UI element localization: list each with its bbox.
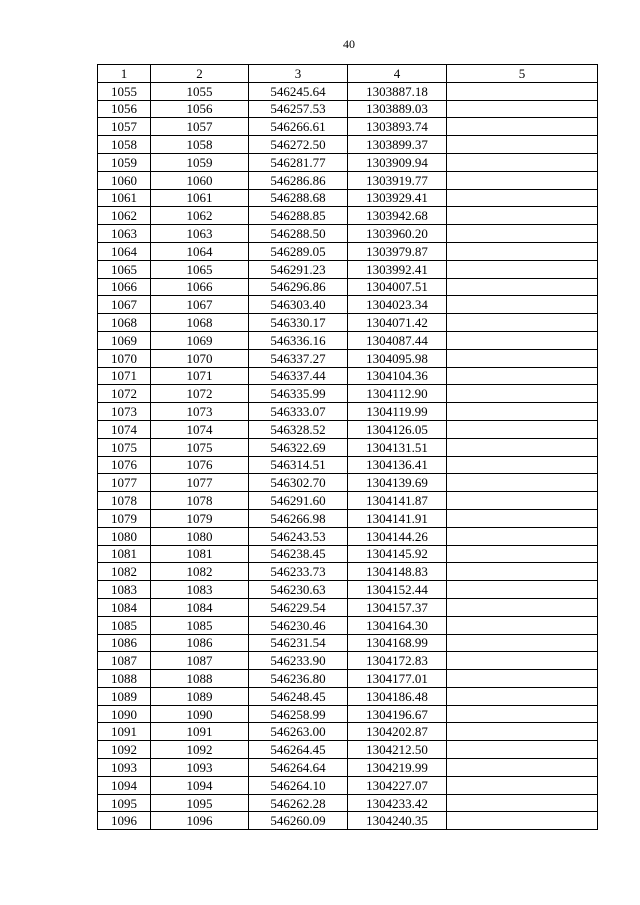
table-cell-col-2: 1068 [151,314,249,332]
table-cell-col-5 [447,278,598,296]
table-cell-col-2: 1080 [151,527,249,545]
table-cell-col-3: 546286.86 [249,171,348,189]
table-cell-col-3: 546288.50 [249,225,348,243]
table-row [98,492,598,510]
table-cell-col-4: 1303887.18 [348,82,447,100]
table-row [98,723,598,741]
table-cell-col-3: 546296.86 [249,278,348,296]
table-cell-col-5 [447,741,598,759]
table-cell-col-1: 1056 [98,100,151,118]
table-cell-col-5 [447,260,598,278]
table-row [98,509,598,527]
table-cell-col-5 [447,349,598,367]
table-cell-col-3: 546328.52 [249,420,348,438]
table-cell-col-3: 546337.27 [249,349,348,367]
table-cell-col-5 [447,207,598,225]
column-header-3: 3 [249,65,348,83]
table-row [98,278,598,296]
table-cell-col-2: 1076 [151,456,249,474]
table-cell-col-1: 1081 [98,545,151,563]
table-cell-col-2: 1060 [151,171,249,189]
table-cell-col-5 [447,723,598,741]
table-cell-col-4: 1304164.30 [348,616,447,634]
table-row [98,545,598,563]
table-cell-col-5 [447,776,598,794]
table-row [98,474,598,492]
table-cell-col-2: 1071 [151,367,249,385]
table-cell-col-2: 1081 [151,545,249,563]
table-cell-col-1: 1057 [98,118,151,136]
table-cell-col-2: 1089 [151,687,249,705]
table-cell-col-5 [447,118,598,136]
table-cell-col-5 [447,403,598,421]
table-cell-col-4: 1304141.91 [348,509,447,527]
table-cell-col-4: 1304131.51 [348,438,447,456]
table-cell-col-3: 546260.09 [249,812,348,830]
table-cell-col-2: 1072 [151,385,249,403]
table-cell-col-4: 1304240.35 [348,812,447,830]
table-cell-col-4: 1303929.41 [348,189,447,207]
table-cell-col-1: 1072 [98,385,151,403]
table-row [98,296,598,314]
table-cell-col-3: 546231.54 [249,634,348,652]
table-cell-col-1: 1084 [98,598,151,616]
table-cell-col-1: 1079 [98,509,151,527]
table-cell-col-1: 1075 [98,438,151,456]
table-row [98,82,598,100]
table-cell-col-1: 1095 [98,794,151,812]
table-cell-col-4: 1303992.41 [348,260,447,278]
column-header-5: 5 [447,65,598,83]
table-row [98,403,598,421]
table-cell-col-4: 1304168.99 [348,634,447,652]
table-cell-col-1: 1059 [98,153,151,171]
table-cell-col-2: 1083 [151,581,249,599]
table-cell-col-5 [447,581,598,599]
table-cell-col-3: 546238.45 [249,545,348,563]
table-cell-col-4: 1303979.87 [348,242,447,260]
table-row [98,741,598,759]
table-cell-col-4: 1304007.51 [348,278,447,296]
table-cell-col-2: 1057 [151,118,249,136]
table-cell-col-4: 1304148.83 [348,563,447,581]
table-cell-col-4: 1304145.92 [348,545,447,563]
table-cell-col-5 [447,759,598,777]
table-row [98,438,598,456]
table-cell-col-4: 1303919.77 [348,171,447,189]
table-row [98,349,598,367]
table-cell-col-4: 1304087.44 [348,331,447,349]
table-cell-col-4: 1304172.83 [348,652,447,670]
table-cell-col-1: 1091 [98,723,151,741]
table-row [98,581,598,599]
table-row [98,225,598,243]
table-cell-col-2: 1062 [151,207,249,225]
table-cell-col-3: 546314.51 [249,456,348,474]
table-cell-col-2: 1055 [151,82,249,100]
table-cell-col-3: 546281.77 [249,153,348,171]
table-cell-col-1: 1062 [98,207,151,225]
table-cell-col-3: 546262.28 [249,794,348,812]
table-cell-col-1: 1089 [98,687,151,705]
table-cell-col-1: 1096 [98,812,151,830]
table-cell-col-4: 1304112.90 [348,385,447,403]
table-cell-col-5 [447,367,598,385]
table-row [98,563,598,581]
table-cell-col-1: 1077 [98,474,151,492]
table-cell-col-4: 1304104.36 [348,367,447,385]
table-cell-col-5 [447,492,598,510]
table-cell-col-4: 1304144.26 [348,527,447,545]
column-header-1: 1 [98,65,151,83]
table-cell-col-1: 1074 [98,420,151,438]
table-cell-col-2: 1073 [151,403,249,421]
table-cell-col-3: 546302.70 [249,474,348,492]
table-cell-col-4: 1304126.05 [348,420,447,438]
table-row [98,527,598,545]
table-cell-col-5 [447,82,598,100]
table-cell-col-3: 546303.40 [249,296,348,314]
table-cell-col-5 [447,794,598,812]
table-cell-col-1: 1065 [98,260,151,278]
table-cell-col-4: 1304141.87 [348,492,447,510]
table-row [98,207,598,225]
table-cell-col-1: 1060 [98,171,151,189]
table-cell-col-2: 1093 [151,759,249,777]
table-row [98,794,598,812]
table-cell-col-5 [447,812,598,830]
table-cell-col-2: 1069 [151,331,249,349]
table-cell-col-3: 546336.16 [249,331,348,349]
table-cell-col-4: 1304202.87 [348,723,447,741]
table-cell-col-1: 1083 [98,581,151,599]
table-cell-col-1: 1094 [98,776,151,794]
table-cell-col-5 [447,420,598,438]
table-cell-col-2: 1087 [151,652,249,670]
table-cell-col-2: 1074 [151,420,249,438]
table-cell-col-1: 1071 [98,367,151,385]
table-cell-col-2: 1065 [151,260,249,278]
column-header-4: 4 [348,65,447,83]
table-cell-col-3: 546264.64 [249,759,348,777]
table-cell-col-3: 546266.98 [249,509,348,527]
table-cell-col-5 [447,100,598,118]
table-cell-col-3: 546266.61 [249,118,348,136]
table-cell-col-5 [447,474,598,492]
table-cell-col-2: 1077 [151,474,249,492]
table-cell-col-4: 1304023.34 [348,296,447,314]
table-row [98,314,598,332]
table-cell-col-3: 546257.53 [249,100,348,118]
table-cell-col-4: 1303942.68 [348,207,447,225]
table-cell-col-2: 1064 [151,242,249,260]
table-cell-col-1: 1073 [98,403,151,421]
table-cell-col-1: 1070 [98,349,151,367]
table-cell-col-5 [447,563,598,581]
table-cell-col-5 [447,438,598,456]
table-cell-col-3: 546230.63 [249,581,348,599]
table-row [98,634,598,652]
table-cell-col-5 [447,527,598,545]
table-cell-col-1: 1087 [98,652,151,670]
table-cell-col-3: 546264.45 [249,741,348,759]
table-row [98,652,598,670]
table-cell-col-5 [447,670,598,688]
table-cell-col-3: 546229.54 [249,598,348,616]
table-row [98,456,598,474]
table-cell-col-5 [447,171,598,189]
table-cell-col-4: 1303889.03 [348,100,447,118]
table-cell-col-2: 1067 [151,296,249,314]
table-cell-col-1: 1082 [98,563,151,581]
table-cell-col-2: 1058 [151,136,249,154]
table-header-row [98,65,598,83]
table-row [98,420,598,438]
table-cell-col-1: 1058 [98,136,151,154]
table-cell-col-3: 546243.53 [249,527,348,545]
table-cell-col-2: 1070 [151,349,249,367]
table-cell-col-1: 1061 [98,189,151,207]
table-cell-col-1: 1078 [98,492,151,510]
table-cell-col-3: 546258.99 [249,705,348,723]
table-body [98,65,598,830]
column-header-2: 2 [151,65,249,83]
table-cell-col-5 [447,545,598,563]
table-cell-col-3: 546264.10 [249,776,348,794]
table-cell-col-2: 1088 [151,670,249,688]
table-cell-col-5 [447,616,598,634]
table-cell-col-5 [447,153,598,171]
table-cell-col-3: 546236.80 [249,670,348,688]
table-cell-col-5 [447,509,598,527]
table-cell-col-2: 1075 [151,438,249,456]
table-cell-col-3: 546289.05 [249,242,348,260]
table-cell-col-4: 1304119.99 [348,403,447,421]
table-cell-col-5 [447,634,598,652]
table-row [98,598,598,616]
table-row [98,367,598,385]
table-row [98,687,598,705]
table-cell-col-2: 1084 [151,598,249,616]
coordinates-table [97,64,598,830]
table-cell-col-1: 1088 [98,670,151,688]
table-cell-col-5 [447,456,598,474]
table-cell-col-1: 1063 [98,225,151,243]
table-cell-col-3: 546337.44 [249,367,348,385]
table-row [98,171,598,189]
table-cell-col-3: 546322.69 [249,438,348,456]
table-row [98,670,598,688]
table-cell-col-4: 1304227.07 [348,776,447,794]
table-cell-col-4: 1304196.67 [348,705,447,723]
table-cell-col-4: 1304212.50 [348,741,447,759]
table-row [98,331,598,349]
table-cell-col-2: 1096 [151,812,249,830]
table-cell-col-3: 546288.68 [249,189,348,207]
table-cell-col-4: 1304233.42 [348,794,447,812]
table-cell-col-2: 1095 [151,794,249,812]
table-cell-col-3: 546233.73 [249,563,348,581]
table-cell-col-1: 1055 [98,82,151,100]
table-cell-col-5 [447,687,598,705]
table-cell-col-2: 1082 [151,563,249,581]
table-cell-col-2: 1086 [151,634,249,652]
table-row [98,616,598,634]
table-cell-col-1: 1092 [98,741,151,759]
table-cell-col-3: 546330.17 [249,314,348,332]
table-row [98,385,598,403]
table-row [98,136,598,154]
table-cell-col-4: 1304186.48 [348,687,447,705]
table-cell-col-5 [447,652,598,670]
table-cell-col-2: 1079 [151,509,249,527]
table-cell-col-2: 1061 [151,189,249,207]
table-cell-col-5 [447,705,598,723]
table-cell-col-4: 1304219.99 [348,759,447,777]
table-cell-col-4: 1304177.01 [348,670,447,688]
table-cell-col-3: 546291.60 [249,492,348,510]
table-cell-col-1: 1066 [98,278,151,296]
table-row [98,242,598,260]
table-cell-col-4: 1303909.94 [348,153,447,171]
table-cell-col-3: 546263.00 [249,723,348,741]
table-cell-col-1: 1080 [98,527,151,545]
table-cell-col-1: 1067 [98,296,151,314]
table-cell-col-1: 1085 [98,616,151,634]
table-cell-col-5 [447,225,598,243]
table-cell-col-1: 1076 [98,456,151,474]
table-cell-col-1: 1068 [98,314,151,332]
table-cell-col-5 [447,331,598,349]
table-cell-col-5 [447,136,598,154]
table-cell-col-2: 1091 [151,723,249,741]
table-row [98,100,598,118]
table-cell-col-2: 1059 [151,153,249,171]
table-cell-col-2: 1090 [151,705,249,723]
table-cell-col-4: 1304095.98 [348,349,447,367]
table-cell-col-5 [447,314,598,332]
table-cell-col-2: 1092 [151,741,249,759]
table-cell-col-3: 546272.50 [249,136,348,154]
table-cell-col-4: 1304136.41 [348,456,447,474]
table-row [98,705,598,723]
table-cell-col-2: 1078 [151,492,249,510]
table-cell-col-2: 1085 [151,616,249,634]
table-cell-col-5 [447,385,598,403]
table-row [98,812,598,830]
table-cell-col-1: 1086 [98,634,151,652]
table-cell-col-3: 546291.23 [249,260,348,278]
table-cell-col-4: 1303893.74 [348,118,447,136]
table-cell-col-3: 546233.90 [249,652,348,670]
table-cell-col-3: 546248.45 [249,687,348,705]
table-cell-col-1: 1064 [98,242,151,260]
table-cell-col-2: 1063 [151,225,249,243]
table-cell-col-2: 1066 [151,278,249,296]
table-cell-col-3: 546230.46 [249,616,348,634]
table-cell-col-4: 1304157.37 [348,598,447,616]
table-cell-col-3: 546335.99 [249,385,348,403]
table-cell-col-3: 546245.64 [249,82,348,100]
table-cell-col-5 [447,296,598,314]
table-row [98,260,598,278]
table-row [98,759,598,777]
table-cell-col-4: 1304152.44 [348,581,447,599]
table-cell-col-1: 1069 [98,331,151,349]
table-cell-col-5 [447,189,598,207]
table-cell-col-5 [447,242,598,260]
table-cell-col-4: 1303960.20 [348,225,447,243]
table-cell-col-5 [447,598,598,616]
table-row [98,189,598,207]
table-row [98,776,598,794]
table-cell-col-4: 1304139.69 [348,474,447,492]
table-row [98,118,598,136]
table-cell-col-4: 1304071.42 [348,314,447,332]
table-cell-col-3: 546333.07 [249,403,348,421]
table-cell-col-2: 1056 [151,100,249,118]
page-number: 40 [343,37,355,51]
table-cell-col-4: 1303899.37 [348,136,447,154]
table-cell-col-1: 1093 [98,759,151,777]
table-cell-col-1: 1090 [98,705,151,723]
table-cell-col-3: 546288.85 [249,207,348,225]
table-cell-col-2: 1094 [151,776,249,794]
table-row [98,153,598,171]
